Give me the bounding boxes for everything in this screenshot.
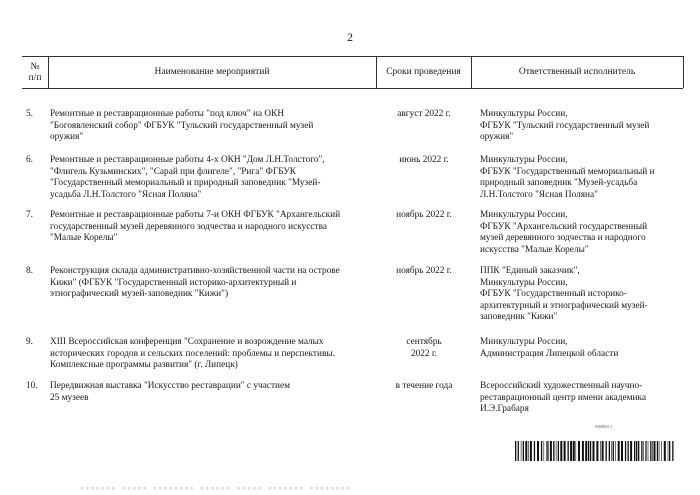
cell-line: природный заповедник "Музей-усадьба: [480, 178, 638, 188]
barcode-bar: [544, 441, 545, 461]
cell-line: "Богоявленский собор" ФГБУК "Тульский государственный музей: [50, 120, 314, 131]
barcode-bar: [654, 441, 656, 461]
row-num: 6.: [26, 155, 33, 165]
row-executor: [480, 210, 685, 256]
barcode-bar: [521, 441, 522, 461]
cell-line: август 2022 г.: [397, 109, 451, 119]
header-executor: Ответственный исполнитель: [518, 67, 636, 77]
cell-line: ФГБУК "Тульский государственный музей: [480, 120, 650, 131]
row-name: [50, 155, 375, 201]
barcode-bar: [576, 441, 577, 461]
cell-line: ФГБУК "Государственный мемориальный и: [480, 166, 655, 177]
cell-line: музей деревянного зодчества и народного: [480, 233, 646, 243]
cell-line: усадьба Л.Н.Толстого "Ясная Поляна": [50, 189, 202, 200]
barcode-bar: [550, 441, 552, 461]
row-name: [50, 109, 375, 144]
cell-line: июнь 2022 г.: [399, 155, 449, 165]
barcode-bar: [625, 441, 626, 461]
barcode-bar: [515, 441, 516, 461]
row-num: 8.: [26, 266, 33, 276]
cell-line: XIII Всероссийская конференция "Сохранение и возрождение малых: [50, 337, 324, 347]
cell-line: в течение года: [395, 381, 453, 391]
barcode-bar: [638, 441, 639, 461]
barcode-bar: [523, 441, 524, 461]
cell-line: Минкультуры России,: [480, 210, 568, 220]
barcode-bar: [518, 441, 519, 461]
barcode-bar: [553, 441, 554, 461]
barcode: [515, 441, 675, 461]
cell-line: Передвижная выставка "Искусство реставрации" с участием: [50, 381, 290, 391]
barcode-bar: [547, 441, 548, 461]
barcode-bar: [534, 441, 535, 461]
row-executor: [480, 381, 685, 416]
barcode-bar: [588, 441, 589, 461]
cell-line: "Флигель Кузьминских", "Сарай при флигеле", "Рига" ФГБУК: [50, 166, 296, 177]
barcode-bar: [525, 441, 527, 461]
barcode-bar: [621, 441, 623, 461]
cell-line: Администрация Липецкой области: [480, 348, 619, 359]
cell-line: заповедник "Кижи": [480, 312, 558, 322]
barcode-bar: [602, 441, 604, 461]
row-name: [50, 337, 375, 372]
barcode-bar: [669, 441, 670, 461]
barcode-bar: [606, 441, 607, 461]
cell-line: Минкультуры России,: [480, 109, 568, 119]
header-top-rule: [22, 56, 683, 57]
cell-line: Комплексные программы развития" (г. Липецк): [50, 360, 238, 370]
barcode-bar: [564, 441, 566, 461]
cell-line: Минкультуры России,: [480, 155, 568, 165]
cell-line: 2022 г.: [410, 348, 437, 359]
cell-line: Всероссийский художественный научно-: [480, 381, 643, 391]
row-term: [380, 266, 468, 278]
barcode-bar: [593, 441, 595, 461]
barcode-bar: [537, 441, 539, 461]
barcode-bar: [657, 441, 658, 461]
row-name: [50, 381, 375, 404]
barcode-bar: [541, 441, 542, 461]
barcode-bar: [556, 441, 557, 461]
barcode-bar: [661, 441, 662, 461]
header-num-line1: №: [30, 62, 40, 72]
row-term: [380, 381, 468, 393]
row-num: 10.: [26, 381, 38, 391]
barcode-bar: [546, 441, 547, 461]
barcode-bar: [585, 441, 587, 461]
barcode-bar: [630, 441, 632, 461]
cell-line: ФГБУК "Государственный историко-: [480, 289, 627, 299]
header-divider: [683, 56, 684, 88]
cell-line: этнографический музей-заповедник "Кижи"): [50, 289, 229, 299]
barcode-bar: [645, 441, 646, 461]
barcode-bar: [573, 441, 575, 461]
barcode-bar: [615, 441, 616, 461]
cell-line: оружия": [50, 132, 84, 142]
row-executor: [480, 155, 685, 201]
cell-line: ППК "Единый заказчик",: [480, 266, 580, 276]
barcode-bar: [609, 441, 610, 461]
cell-line: Реконструкция склада административно-хозяйственной части на острове: [50, 266, 340, 276]
barcode-bar: [560, 441, 562, 461]
barcode-bar: [648, 441, 649, 461]
barcode-bar: [641, 441, 642, 461]
row-executor: [480, 266, 685, 324]
cell-line: Л.Н.Толстого "Ясная Поляна": [480, 189, 598, 200]
row-num: 9.: [26, 337, 33, 347]
barcode-bar: [672, 441, 673, 461]
cell-line: исторических городов и сельских поселений: проблемы и перспективы.: [50, 348, 335, 359]
row-term: [380, 109, 468, 121]
barcode-bar: [668, 441, 669, 461]
row-num: 5.: [26, 109, 33, 119]
cell-line: Минкультуры России,: [480, 337, 568, 347]
cell-line: Ремонтные и реставрационные работы "под ключ" на ОКН: [50, 109, 285, 119]
cell-line: И.Э.Грабаря: [480, 404, 529, 414]
barcode-bar: [646, 441, 647, 461]
cell-line: искусства "Малые Корелы": [480, 244, 589, 255]
scan-marks: ▪▪▪▪▪▪▪ ▪▪▪▪▪ ▪▪▪▪▪▪▪▪ ▪▪▪▪▪▪ ▪▪▪▪▪ ▪▪▪▪▪▪▪ ▪▪▪▪▪▪▪▪: [80, 484, 352, 492]
barcode-bar: [570, 441, 572, 461]
header-num: [22, 62, 48, 84]
cell-line: Кижи" (ФГБУК "Государственный историко-архитектурный и: [50, 277, 297, 288]
barcode-bar: [636, 441, 637, 461]
barcode-bar: [558, 441, 559, 461]
cell-line: оружия": [480, 132, 514, 142]
row-num: 7.: [26, 210, 33, 220]
cell-line: Ремонтные и реставрационные работы 4-х ОКН "Дом Л.Н.Толстого",: [50, 155, 325, 165]
barcode-bar: [530, 441, 532, 461]
barcode-bar: [578, 441, 580, 461]
cell-line: ноябрь 2022 г.: [396, 210, 452, 220]
cell-line: 25 музеев: [50, 392, 89, 403]
barcode-bar: [590, 441, 591, 461]
header-term: Сроки проведения: [386, 67, 461, 77]
row-executor: [480, 109, 685, 144]
barcode-bar: [611, 441, 612, 461]
header-name: Наименование мероприятий: [154, 67, 270, 77]
barcode-bar: [596, 441, 598, 461]
cell-line: ноябрь 2022 г.: [396, 266, 452, 276]
barcode-bar: [528, 441, 529, 461]
header-num-line2: п/п: [28, 73, 42, 83]
row-term: [380, 210, 468, 222]
row-executor: [480, 337, 685, 360]
cell-line: архитектурный и этнографический музей-: [480, 300, 648, 311]
cell-line: Ремонтные и реставрационные работы 7-и ОКН ФГБУК "Архангельский: [50, 210, 341, 220]
barcode-bar: [634, 441, 635, 461]
row-name: [50, 210, 375, 245]
barcode-bar: [600, 441, 601, 461]
barcode-bar: [628, 441, 629, 461]
cell-line: реставрационный центр имени академика: [480, 392, 647, 403]
page-number: 2: [347, 30, 353, 44]
barcode-bar: [652, 441, 653, 461]
barcode-bar: [664, 441, 666, 461]
cell-line: "Государственный мемориальный и природный заповедник "Музей-: [50, 178, 321, 188]
cell-line: государственный музей деревянного зодчества и народного искусства: [50, 221, 327, 232]
bottom-scan-strip: [0, 470, 700, 495]
cell-line: Минкультуры России,: [480, 277, 568, 288]
cell-line: сентябрь: [406, 337, 442, 347]
barcode-bar: [659, 441, 660, 461]
barcode-bar: [618, 441, 620, 461]
document-code: 9268941-1: [595, 424, 613, 429]
barcode-bar: [568, 441, 569, 461]
cell-line: "Малые Корелы": [50, 233, 118, 243]
row-term: [380, 155, 468, 167]
barcode-bar: [613, 441, 614, 461]
row-name: [50, 266, 375, 301]
barcode-bar: [643, 441, 644, 461]
header-bottom-rule: [22, 88, 683, 89]
barcode-bar: [650, 441, 651, 461]
cell-line: ФГБУК "Архангельский государственный: [480, 221, 648, 232]
row-term: [380, 337, 468, 360]
barcode-bar: [582, 441, 584, 461]
